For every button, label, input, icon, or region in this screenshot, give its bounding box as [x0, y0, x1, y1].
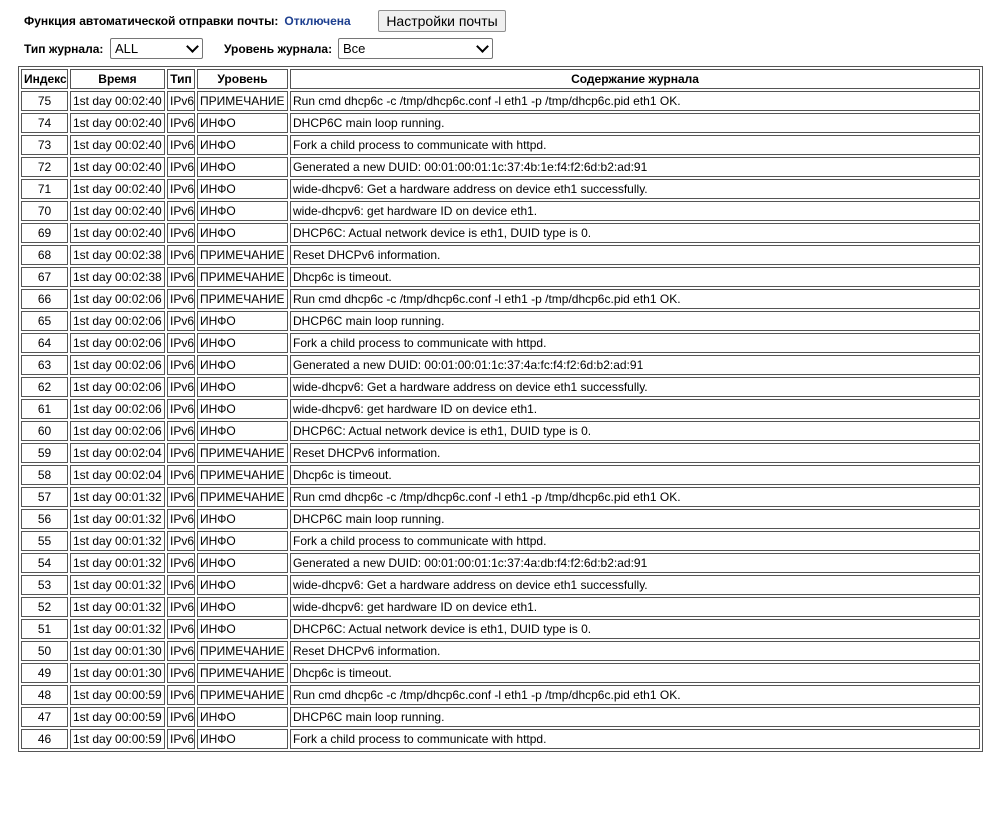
cell-type: IPv6: [167, 531, 195, 551]
cell-index: 66: [21, 289, 68, 309]
table-row: [21, 729, 980, 749]
cell-time: 1st day 00:02:40: [70, 223, 165, 243]
cell-content: Fork a child process to communicate with httpd.: [290, 135, 980, 155]
email-status-value: Отключена: [284, 14, 351, 28]
table-row: [21, 91, 980, 111]
cell-index: 68: [21, 245, 68, 265]
table-row: [21, 509, 980, 529]
log-type-label: Тип журнала:: [24, 42, 104, 56]
cell-level: ИНФО: [197, 135, 288, 155]
cell-type: IPv6: [167, 509, 195, 529]
cell-level: ИНФО: [197, 707, 288, 727]
cell-index: 55: [21, 531, 68, 551]
header-level: Уровень: [197, 69, 288, 89]
cell-level: ИНФО: [197, 729, 288, 749]
cell-type: IPv6: [167, 487, 195, 507]
table-row: [21, 399, 980, 419]
cell-level: ИНФО: [197, 597, 288, 617]
table-row: [21, 641, 980, 661]
cell-level: ПРИМЕЧАНИЕ: [197, 289, 288, 309]
cell-index: 62: [21, 377, 68, 397]
cell-index: 48: [21, 685, 68, 705]
cell-level: ИНФО: [197, 311, 288, 331]
cell-type: IPv6: [167, 465, 195, 485]
cell-index: 46: [21, 729, 68, 749]
log-level-select[interactable]: [338, 38, 493, 59]
cell-time: 1st day 00:01:32: [70, 487, 165, 507]
cell-index: 53: [21, 575, 68, 595]
cell-type: IPv6: [167, 553, 195, 573]
cell-index: 75: [21, 91, 68, 111]
cell-content: wide-dhcpv6: get hardware ID on device eth1.: [290, 597, 980, 617]
chevron-down-icon: [186, 40, 199, 53]
cell-time: 1st day 00:02:06: [70, 333, 165, 353]
cell-content: Fork a child process to communicate with httpd.: [290, 333, 980, 353]
cell-content: wide-dhcpv6: Get a hardware address on device eth1 successfully.: [290, 377, 980, 397]
cell-content: Fork a child process to communicate with httpd.: [290, 729, 980, 749]
cell-level: ПРИМЕЧАНИЕ: [197, 91, 288, 111]
cell-type: IPv6: [167, 333, 195, 353]
cell-time: 1st day 00:02:04: [70, 443, 165, 463]
table-row: [21, 663, 980, 683]
cell-level: ИНФО: [197, 333, 288, 353]
cell-level: ИНФО: [197, 619, 288, 639]
cell-content: DHCP6C: Actual network device is eth1, DUID type is 0.: [290, 223, 980, 243]
table-row: [21, 223, 980, 243]
cell-type: IPv6: [167, 707, 195, 727]
cell-type: IPv6: [167, 179, 195, 199]
cell-time: 1st day 00:02:06: [70, 289, 165, 309]
cell-level: ПРИМЕЧАНИЕ: [197, 443, 288, 463]
cell-index: 57: [21, 487, 68, 507]
header-type: Тип: [167, 69, 195, 89]
log-type-filter: [24, 38, 103, 60]
cell-type: IPv6: [167, 91, 195, 111]
cell-type: IPv6: [167, 113, 195, 133]
cell-index: 72: [21, 157, 68, 177]
table-row: [21, 355, 980, 375]
cell-index: 64: [21, 333, 68, 353]
cell-content: wide-dhcpv6: Get a hardware address on device eth1 successfully.: [290, 179, 980, 199]
table-row: [21, 575, 980, 595]
cell-type: IPv6: [167, 289, 195, 309]
cell-content: Dhcp6c is timeout.: [290, 465, 980, 485]
table-row: [21, 531, 980, 551]
cell-time: 1st day 00:00:59: [70, 729, 165, 749]
cell-index: 47: [21, 707, 68, 727]
cell-content: DHCP6C main loop running.: [290, 113, 980, 133]
cell-index: 60: [21, 421, 68, 441]
cell-content: Run cmd dhcp6c -c /tmp/dhcp6c.conf -l eth1 -p /tmp/dhcp6c.pid eth1 OK.: [290, 91, 980, 111]
cell-time: 1st day 00:01:32: [70, 619, 165, 639]
cell-content: DHCP6C main loop running.: [290, 707, 980, 727]
cell-type: IPv6: [167, 223, 195, 243]
cell-time: 1st day 00:02:40: [70, 135, 165, 155]
table-row: [21, 465, 980, 485]
table-row: [21, 619, 980, 639]
table-row: [21, 311, 980, 331]
header-content: Содержание журнала: [290, 69, 980, 89]
cell-content: Dhcp6c is timeout.: [290, 663, 980, 683]
cell-content: DHCP6C main loop running.: [290, 311, 980, 331]
cell-type: IPv6: [167, 311, 195, 331]
cell-time: 1st day 00:02:06: [70, 311, 165, 331]
table-row: [21, 553, 980, 573]
table-row: [21, 135, 980, 155]
cell-time: 1st day 00:02:40: [70, 179, 165, 199]
cell-index: 63: [21, 355, 68, 375]
table-row: [21, 157, 980, 177]
cell-level: ИНФО: [197, 399, 288, 419]
cell-level: ИНФО: [197, 157, 288, 177]
table-row: [21, 443, 980, 463]
cell-time: 1st day 00:00:59: [70, 685, 165, 705]
cell-index: 54: [21, 553, 68, 573]
cell-level: ИНФО: [197, 355, 288, 375]
cell-index: 59: [21, 443, 68, 463]
cell-type: IPv6: [167, 663, 195, 683]
table-row: [21, 113, 980, 133]
table-row: [21, 421, 980, 441]
cell-level: ИНФО: [197, 377, 288, 397]
cell-level: ПРИМЕЧАНИЕ: [197, 267, 288, 287]
cell-content: DHCP6C: Actual network device is eth1, DUID type is 0.: [290, 421, 980, 441]
cell-level: ИНФО: [197, 421, 288, 441]
cell-index: 51: [21, 619, 68, 639]
cell-time: 1st day 00:02:38: [70, 245, 165, 265]
cell-time: 1st day 00:02:06: [70, 377, 165, 397]
cell-level: ИНФО: [197, 179, 288, 199]
cell-time: 1st day 00:02:40: [70, 113, 165, 133]
cell-index: 58: [21, 465, 68, 485]
cell-content: DHCP6C: Actual network device is eth1, DUID type is 0.: [290, 619, 980, 639]
cell-content: Reset DHCPv6 information.: [290, 443, 980, 463]
cell-type: IPv6: [167, 575, 195, 595]
cell-level: ПРИМЕЧАНИЕ: [197, 663, 288, 683]
table-row: [21, 597, 980, 617]
mail-settings-button[interactable]: Настройки почты: [378, 10, 506, 32]
email-status-bar: [24, 10, 351, 32]
cell-type: IPv6: [167, 157, 195, 177]
cell-level: ПРИМЕЧАНИЕ: [197, 245, 288, 265]
table-row: [21, 487, 980, 507]
cell-time: 1st day 00:01:32: [70, 553, 165, 573]
cell-index: 56: [21, 509, 68, 529]
cell-content: Dhcp6c is timeout.: [290, 267, 980, 287]
cell-index: 69: [21, 223, 68, 243]
cell-type: IPv6: [167, 267, 195, 287]
cell-content: wide-dhcpv6: get hardware ID on device eth1.: [290, 201, 980, 221]
cell-content: Run cmd dhcp6c -c /tmp/dhcp6c.conf -l eth1 -p /tmp/dhcp6c.pid eth1 OK.: [290, 487, 980, 507]
cell-content: Reset DHCPv6 information.: [290, 245, 980, 265]
cell-time: 1st day 00:02:40: [70, 157, 165, 177]
cell-content: Reset DHCPv6 information.: [290, 641, 980, 661]
cell-time: 1st day 00:02:40: [70, 91, 165, 111]
cell-type: IPv6: [167, 619, 195, 639]
header-time: Время: [70, 69, 165, 89]
table-row: [21, 267, 980, 287]
table-row: [21, 245, 980, 265]
cell-index: 74: [21, 113, 68, 133]
log-level-label: Уровень журнала:: [224, 42, 333, 56]
cell-time: 1st day 00:01:32: [70, 597, 165, 617]
cell-level: ПРИМЕЧАНИЕ: [197, 465, 288, 485]
log-table: [18, 66, 983, 752]
cell-index: 65: [21, 311, 68, 331]
cell-content: wide-dhcpv6: get hardware ID on device eth1.: [290, 399, 980, 419]
cell-level: ПРИМЕЧАНИЕ: [197, 487, 288, 507]
cell-type: IPv6: [167, 421, 195, 441]
cell-type: IPv6: [167, 399, 195, 419]
cell-type: IPv6: [167, 597, 195, 617]
table-row: [21, 707, 980, 727]
cell-content: wide-dhcpv6: Get a hardware address on device eth1 successfully.: [290, 575, 980, 595]
table-row: [21, 685, 980, 705]
cell-index: 61: [21, 399, 68, 419]
cell-level: ПРИМЕЧАНИЕ: [197, 641, 288, 661]
cell-content: DHCP6C main loop running.: [290, 509, 980, 529]
table-header-row: [21, 69, 980, 89]
cell-time: 1st day 00:02:04: [70, 465, 165, 485]
cell-time: 1st day 00:02:38: [70, 267, 165, 287]
table-row: [21, 179, 980, 199]
cell-content: Generated a new DUID: 00:01:00:01:1c:37:4a:db:f4:f2:6d:b2:ad:91: [290, 553, 980, 573]
cell-type: IPv6: [167, 135, 195, 155]
table-row: [21, 289, 980, 309]
cell-level: ИНФО: [197, 531, 288, 551]
cell-type: IPv6: [167, 201, 195, 221]
cell-content: Fork a child process to communicate with httpd.: [290, 531, 980, 551]
cell-time: 1st day 00:01:32: [70, 509, 165, 529]
cell-time: 1st day 00:01:32: [70, 575, 165, 595]
cell-index: 52: [21, 597, 68, 617]
cell-content: Generated a new DUID: 00:01:00:01:1c:37:4a:fc:f4:f2:6d:b2:ad:91: [290, 355, 980, 375]
cell-time: 1st day 00:02:06: [70, 355, 165, 375]
cell-level: ИНФО: [197, 575, 288, 595]
chevron-down-icon: [476, 40, 489, 53]
table-row: [21, 333, 980, 353]
cell-type: IPv6: [167, 685, 195, 705]
cell-level: ПРИМЕЧАНИЕ: [197, 685, 288, 705]
log-table-body: [21, 91, 980, 749]
cell-level: ИНФО: [197, 201, 288, 221]
cell-index: 67: [21, 267, 68, 287]
cell-index: 49: [21, 663, 68, 683]
cell-type: IPv6: [167, 641, 195, 661]
cell-content: Run cmd dhcp6c -c /tmp/dhcp6c.conf -l eth1 -p /tmp/dhcp6c.pid eth1 OK.: [290, 685, 980, 705]
log-type-value: ALL: [115, 41, 139, 56]
log-type-select[interactable]: [110, 38, 203, 59]
email-function-label: Функция автоматической отправки почты:: [24, 14, 279, 28]
cell-index: 71: [21, 179, 68, 199]
cell-index: 73: [21, 135, 68, 155]
cell-level: ИНФО: [197, 113, 288, 133]
cell-time: 1st day 00:01:30: [70, 641, 165, 661]
table-row: [21, 201, 980, 221]
cell-type: IPv6: [167, 443, 195, 463]
cell-level: ИНФО: [197, 223, 288, 243]
cell-time: 1st day 00:01:30: [70, 663, 165, 683]
cell-content: Run cmd dhcp6c -c /tmp/dhcp6c.conf -l eth1 -p /tmp/dhcp6c.pid eth1 OK.: [290, 289, 980, 309]
cell-time: 1st day 00:02:40: [70, 201, 165, 221]
cell-index: 70: [21, 201, 68, 221]
log-level-value: Все: [343, 41, 366, 56]
cell-type: IPv6: [167, 377, 195, 397]
cell-type: IPv6: [167, 729, 195, 749]
cell-type: IPv6: [167, 355, 195, 375]
header-index: Индекс: [21, 69, 68, 89]
cell-time: 1st day 00:02:06: [70, 399, 165, 419]
cell-time: 1st day 00:02:06: [70, 421, 165, 441]
cell-type: IPv6: [167, 245, 195, 265]
table-row: [21, 377, 980, 397]
cell-level: ИНФО: [197, 553, 288, 573]
cell-level: ИНФО: [197, 509, 288, 529]
cell-time: 1st day 00:01:32: [70, 531, 165, 551]
cell-content: Generated a new DUID: 00:01:00:01:1c:37:4b:1e:f4:f2:6d:b2:ad:91: [290, 157, 980, 177]
cell-index: 50: [21, 641, 68, 661]
cell-time: 1st day 00:00:59: [70, 707, 165, 727]
log-level-filter: [224, 38, 332, 60]
